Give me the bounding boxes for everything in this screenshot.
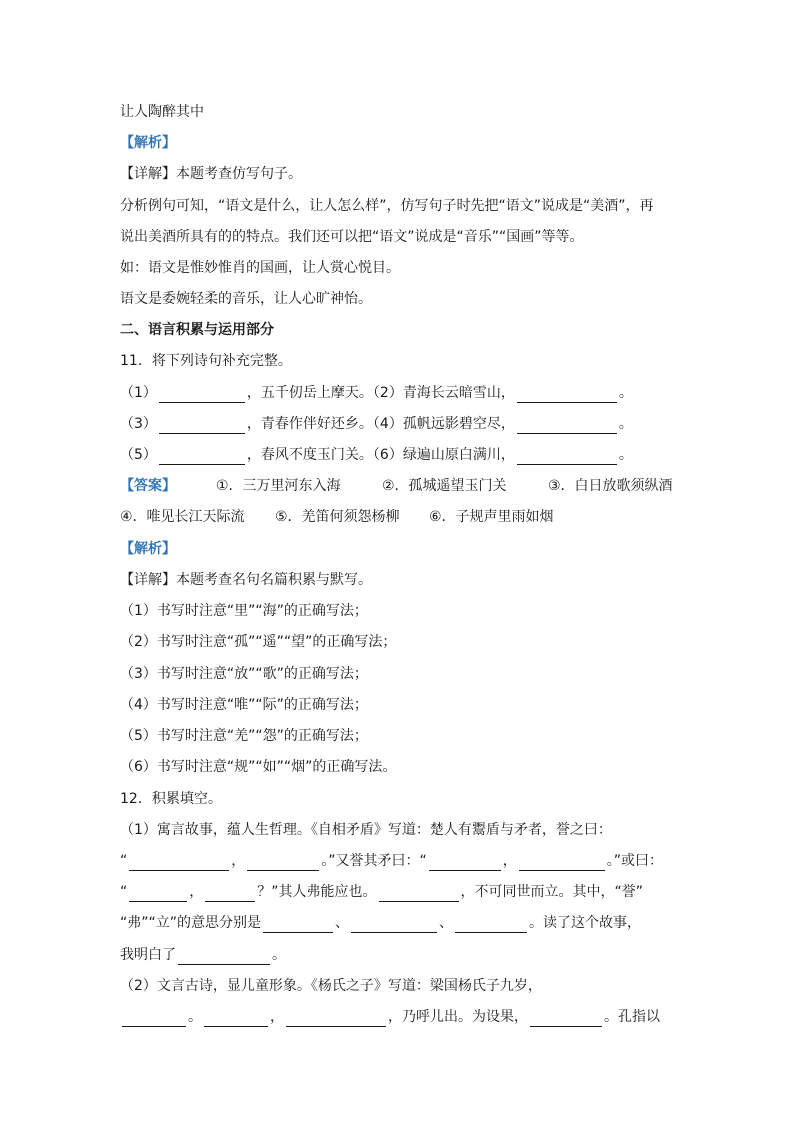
fill-blank[interactable] (263, 916, 333, 933)
fill-blank[interactable] (247, 854, 319, 871)
text-line: 分析例句可知，“语文是什么，让人怎么样”，仿写句子时先把“语文”说成是“美酒”，再 (120, 198, 654, 214)
fill-blank[interactable] (517, 417, 617, 434)
text-fragment: ，不可同世而立。其中，“誉” (460, 884, 644, 900)
answer-item: ②．孤城遥望玉门关 (382, 478, 507, 494)
text-fragment: 。 (618, 416, 633, 432)
fill-blank[interactable] (178, 948, 270, 965)
question-11-title: 11．将下列诗句补充完整。 (120, 353, 292, 369)
text-line: （5）书写时注意“羌”“怨”的正确写法； (120, 728, 368, 744)
text-fragment: 。”又誉其矛曰：“ (321, 853, 427, 869)
fill-blank[interactable] (205, 885, 255, 902)
text-fragment: 。读了这个故事， (529, 915, 642, 931)
text-fragment: ，乃呼儿出。为设果， (388, 1009, 528, 1025)
fill-blank[interactable] (159, 448, 245, 465)
text-fragment: “ (120, 884, 128, 900)
answer-item: ⑤．羌笛何须怨杨柳 (275, 509, 400, 525)
fill-blank[interactable] (129, 885, 187, 902)
text-fragment: ， (502, 853, 517, 869)
analysis-label: 【解析】 (120, 541, 176, 557)
answer-label: 【答案】 (120, 478, 176, 494)
text-fragment: 。”或曰： (606, 853, 664, 869)
text-fragment: ？”其人弗能应也。 (257, 884, 377, 900)
text-line: 【详解】本题考查名句名篇积累与默写。 (120, 572, 372, 588)
text-fragment: 、 (439, 915, 454, 931)
text-fragment: ，青春作伴好还乡。（4）孤帆远影碧空尽， (246, 416, 515, 432)
fill-blank[interactable] (159, 386, 245, 403)
text-fragment: 我明白了 (120, 947, 176, 963)
text-fragment: 。 (618, 385, 633, 401)
fill-blank[interactable] (159, 417, 245, 434)
text-line: （2）文言古诗，显儿童形象。《杨氏之子》写道：梁国杨氏子九岁， (120, 978, 542, 994)
text-line: （3）书写时注意“放”“歌”的正确写法； (120, 666, 368, 682)
text-fragment: 。孔指以 (604, 1009, 660, 1025)
section-heading: 二、语言积累与运用部分 (120, 322, 274, 338)
text-fragment: （3） (120, 416, 157, 432)
q12-row-6 (120, 1007, 680, 1027)
text-line: 说出美酒所具有的的特点。我们还可以把“语文”说成是“音乐”“国画”等等。 (120, 229, 584, 245)
text-fragment: ， (231, 853, 246, 869)
text-fragment: 、 (335, 915, 350, 931)
fill-blank[interactable] (517, 386, 617, 403)
text-fragment: （1） (120, 385, 157, 401)
text-fragment: 。 (272, 947, 286, 963)
q11-row-3 (120, 445, 680, 465)
q11-row-1 (120, 383, 680, 403)
text-fragment: ，五千仞岳上摩天。（2）青海长云暗雪山， (246, 385, 515, 401)
text-line: 【详解】本题考查仿写句子。 (120, 166, 302, 182)
answer-row-1 (120, 476, 680, 496)
text-line: （2）书写时注意“孤”“遥”“望”的正确写法； (120, 634, 397, 650)
text-fragment: 。 (188, 1009, 202, 1025)
fill-blank[interactable] (517, 448, 617, 465)
q12-row-1 (120, 851, 680, 871)
text-fragment: 。 (618, 447, 633, 463)
fill-blank[interactable] (530, 1010, 602, 1027)
answer-row-2 (120, 507, 680, 527)
q11-row-2 (120, 414, 680, 434)
text-line: 语文是委婉轻柔的音乐，让人心旷神怡。 (120, 291, 372, 307)
text-line: （4）书写时注意“唯”“际”的正确写法； (120, 697, 368, 713)
answer-item: ③．白日放歌须纵酒 (548, 478, 673, 494)
text-fragment: “ (120, 853, 128, 869)
analysis-label: 【解析】 (120, 135, 176, 151)
text-line: （1）寓言故事，蕴人生哲理。《自相矛盾》写道：楚人有鬻盾与矛者，誉之曰： (120, 822, 612, 838)
fill-blank[interactable] (286, 1010, 386, 1027)
text-line: 如：语文是惟妙惟肖的国画，让人赏心悦目。 (120, 260, 400, 276)
answer-item: ①．三万里河东入海 (216, 478, 341, 494)
text-fragment: （5） (120, 447, 157, 463)
text-fragment: “弗”“立”的意思分别是 (120, 915, 262, 931)
fill-blank[interactable] (455, 916, 527, 933)
text-line: （6）书写时注意“规”“如”“烟”的正确写法。 (120, 759, 397, 775)
q12-row-2 (120, 882, 680, 902)
fill-blank[interactable] (129, 854, 229, 871)
q12-row-3 (120, 913, 680, 933)
text-fragment: ，春风不度玉门关。（6）绿遍山原白满川， (246, 447, 515, 463)
text-line: 让人陶醉其中 (120, 104, 204, 120)
text-fragment: ， (189, 884, 204, 900)
question-12-title: 12．积累填空。 (120, 791, 222, 807)
q12-row-4 (120, 945, 680, 965)
text-line: （1）书写时注意“里”“海”的正确写法； (120, 603, 368, 619)
answer-item: ④．唯见长江天际流 (120, 509, 245, 525)
answer-item: ⑥．子规声里雨如烟 (429, 509, 554, 525)
fill-blank[interactable] (204, 1010, 268, 1027)
fill-blank[interactable] (122, 1010, 186, 1027)
fill-blank[interactable] (519, 854, 605, 871)
text-fragment: ， (270, 1009, 284, 1025)
fill-blank[interactable] (429, 854, 501, 871)
fill-blank[interactable] (351, 916, 437, 933)
fill-blank[interactable] (379, 885, 459, 902)
